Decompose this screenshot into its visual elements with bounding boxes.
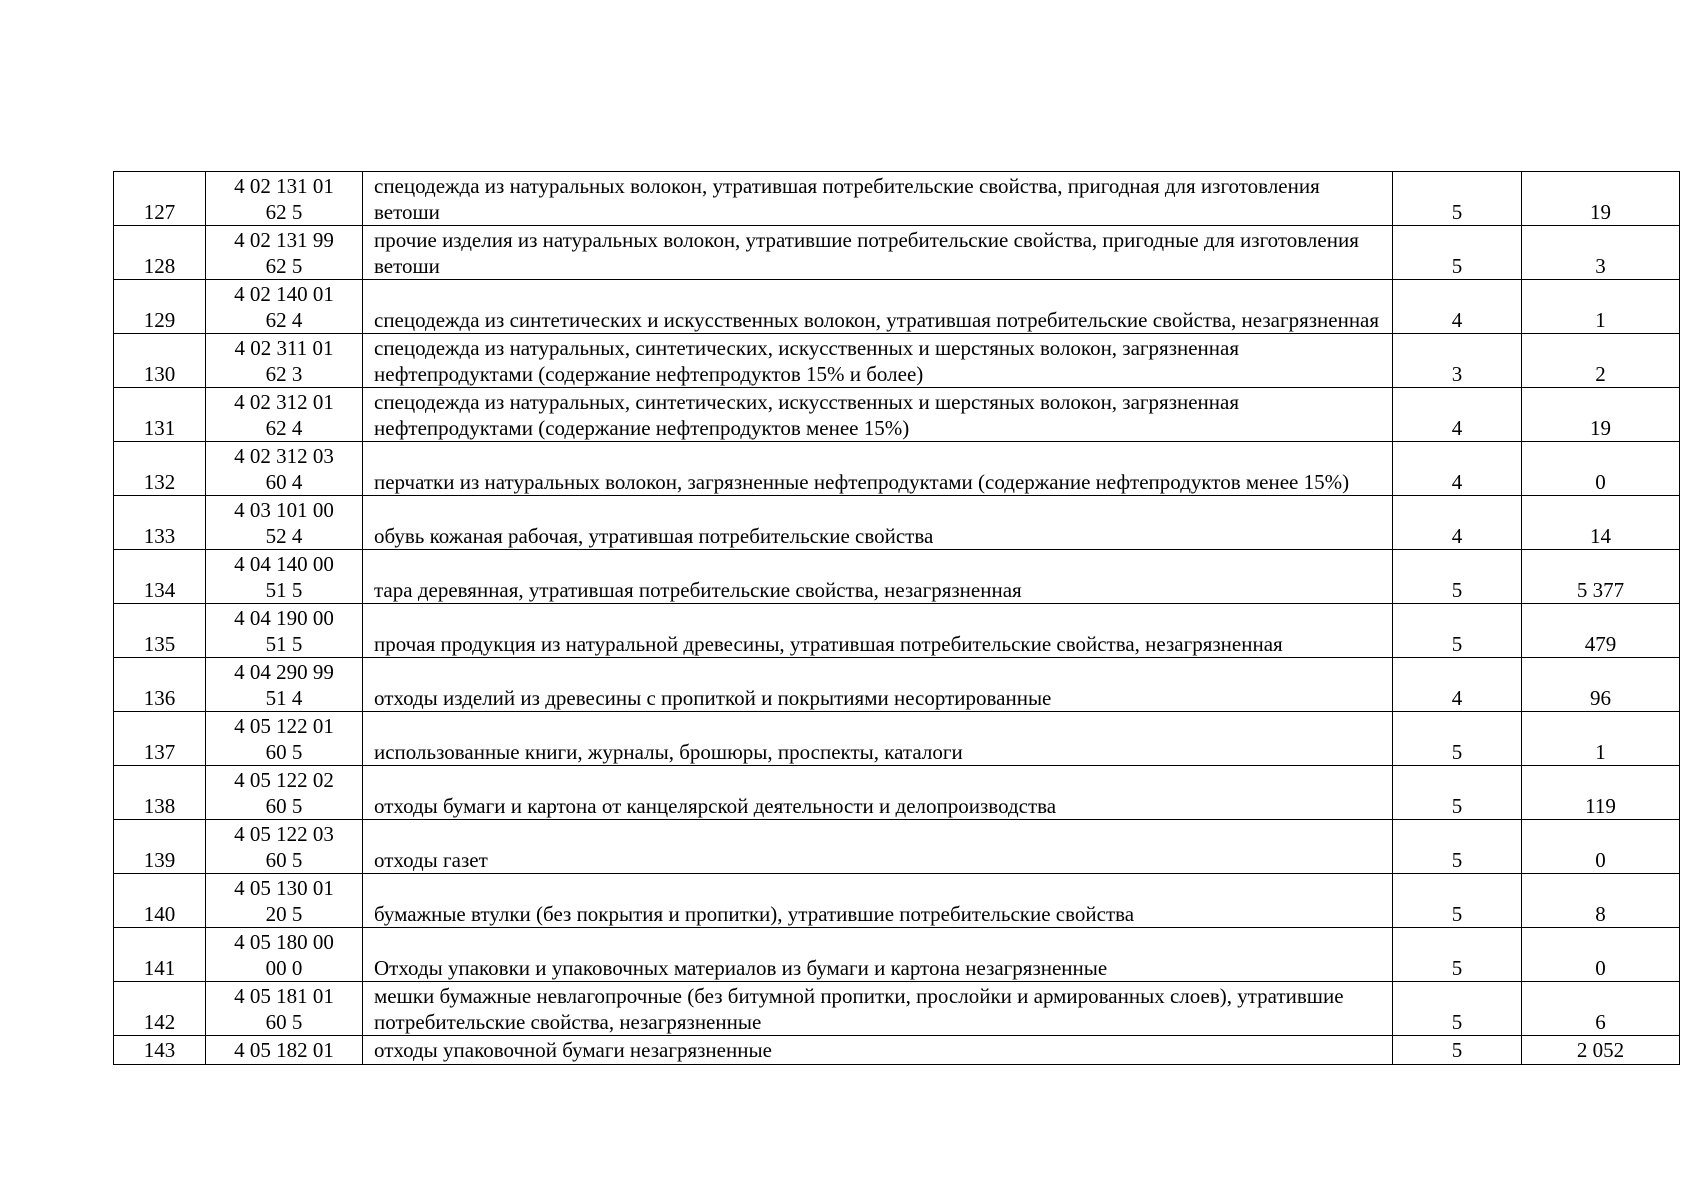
- waste-code: [206, 604, 363, 658]
- waste-quantity: 14: [1522, 496, 1680, 550]
- waste-code: [206, 1036, 363, 1065]
- waste-code: [206, 820, 363, 874]
- hazard-class: 4: [1393, 442, 1522, 496]
- row-number: 136: [114, 658, 206, 712]
- waste-name: отходы газет: [363, 820, 1393, 874]
- hazard-class: 4: [1393, 280, 1522, 334]
- waste-quantity: 0: [1522, 928, 1680, 982]
- hazard-class: 5: [1393, 982, 1522, 1036]
- waste-code-line-1: 4 03 101 00: [234, 498, 334, 522]
- waste-code: [206, 766, 363, 820]
- hazard-class: 4: [1393, 496, 1522, 550]
- waste-code-line-1: 4 02 312 01: [234, 390, 334, 414]
- waste-quantity: 1: [1522, 712, 1680, 766]
- row-number: 140: [114, 874, 206, 928]
- table-row: [114, 874, 1680, 928]
- table-row: [114, 982, 1680, 1036]
- waste-quantity: 96: [1522, 658, 1680, 712]
- table-row: [114, 658, 1680, 712]
- table-row: [114, 334, 1680, 388]
- table-row: [114, 928, 1680, 982]
- waste-code-line-1: 4 02 140 01: [234, 282, 334, 306]
- table-body: [114, 172, 1680, 1065]
- waste-code-line-1: 4 04 190 00: [234, 606, 334, 630]
- waste-quantity: 6: [1522, 982, 1680, 1036]
- waste-code: [206, 712, 363, 766]
- hazard-class: 4: [1393, 658, 1522, 712]
- waste-code: [206, 172, 363, 226]
- row-number: 129: [114, 280, 206, 334]
- waste-quantity: 119: [1522, 766, 1680, 820]
- waste-code-line-2: 60 5: [265, 740, 303, 764]
- hazard-class: 4: [1393, 388, 1522, 442]
- waste-code-line-2: 60 5: [265, 794, 303, 818]
- waste-name: спецодежда из натуральных волокон, утратившая потребительские свойства, пригодная для изготовления ветоши: [363, 172, 1393, 226]
- waste-code-line-1: 4 05 130 01: [234, 876, 334, 900]
- waste-name: бумажные втулки (без покрытия и пропитки), утратившие потребительские свойства: [363, 874, 1393, 928]
- waste-code-line-1: 4 05 182 01: [234, 1038, 334, 1062]
- table-row: [114, 712, 1680, 766]
- waste-code: [206, 226, 363, 280]
- waste-code-line-1: 4 02 311 01: [234, 336, 334, 360]
- waste-code: [206, 442, 363, 496]
- row-number: 128: [114, 226, 206, 280]
- hazard-class: 5: [1393, 766, 1522, 820]
- waste-code-line-2: 62 5: [265, 200, 303, 224]
- waste-code-line-1: 4 05 122 03: [234, 822, 334, 846]
- row-number: 132: [114, 442, 206, 496]
- waste-name: спецодежда из натуральных, синтетических, искусственных и шерстяных волокон, загрязненная нефтепродуктами (содержание нефтепродуктов 15% и более): [363, 334, 1393, 388]
- waste-quantity: 0: [1522, 820, 1680, 874]
- waste-code-line-2: 62 3: [265, 362, 303, 386]
- hazard-class: 5: [1393, 928, 1522, 982]
- waste-code: [206, 874, 363, 928]
- waste-name: обувь кожаная рабочая, утратившая потребительские свойства: [363, 496, 1393, 550]
- table-row: [114, 766, 1680, 820]
- waste-code: [206, 334, 363, 388]
- row-number: 131: [114, 388, 206, 442]
- table-row: [114, 550, 1680, 604]
- row-number: 141: [114, 928, 206, 982]
- row-number: 130: [114, 334, 206, 388]
- hazard-class: 5: [1393, 550, 1522, 604]
- hazard-class: 5: [1393, 172, 1522, 226]
- hazard-class: 5: [1393, 874, 1522, 928]
- waste-code: [206, 982, 363, 1036]
- row-number: 139: [114, 820, 206, 874]
- waste-quantity: 19: [1522, 172, 1680, 226]
- waste-code-line-1: 4 04 290 99: [234, 660, 334, 684]
- table-row: [114, 172, 1680, 226]
- waste-code-line-2: 00 0: [265, 956, 303, 980]
- waste-code-line-1: 4 02 131 99: [234, 228, 334, 252]
- waste-code-line-2: 60 5: [265, 848, 303, 872]
- waste-code: [206, 550, 363, 604]
- waste-name: Отходы упаковки и упаковочных материалов из бумаги и картона незагрязненные: [363, 928, 1393, 982]
- hazard-class: 5: [1393, 1036, 1522, 1065]
- waste-code-line-1: 4 05 122 02: [234, 768, 334, 792]
- hazard-class: 5: [1393, 712, 1522, 766]
- table-row: [114, 604, 1680, 658]
- waste-code: [206, 496, 363, 550]
- waste-name: спецодежда из синтетических и искусственных волокон, утратившая потребительские свойства, незагрязненная: [363, 280, 1393, 334]
- row-number: 135: [114, 604, 206, 658]
- table-row: [114, 226, 1680, 280]
- waste-code: [206, 928, 363, 982]
- waste-name: отходы бумаги и картона от канцелярской деятельности и делопроизводства: [363, 766, 1393, 820]
- waste-quantity: 8: [1522, 874, 1680, 928]
- waste-quantity: 2 052: [1522, 1036, 1680, 1065]
- waste-code-line-2: 60 4: [265, 470, 303, 494]
- table-row: [114, 388, 1680, 442]
- row-number: 138: [114, 766, 206, 820]
- row-number: 142: [114, 982, 206, 1036]
- waste-name: прочие изделия из натуральных волокон, утратившие потребительские свойства, пригодные для изготовления ветоши: [363, 226, 1393, 280]
- waste-name: отходы упаковочной бумаги незагрязненные: [363, 1036, 1393, 1065]
- table-row: [114, 280, 1680, 334]
- table-row: [114, 1036, 1680, 1065]
- waste-quantity: 1: [1522, 280, 1680, 334]
- waste-table: [113, 171, 1680, 1065]
- waste-code-line-1: 4 05 122 01: [234, 714, 334, 738]
- waste-code-line-2: 62 4: [265, 416, 303, 440]
- waste-quantity: 2: [1522, 334, 1680, 388]
- row-number: 134: [114, 550, 206, 604]
- waste-code-line-2: 20 5: [265, 902, 303, 926]
- waste-name: перчатки из натуральных волокон, загрязненные нефтепродуктами (содержание нефтепродуктов менее 15%): [363, 442, 1393, 496]
- waste-quantity: 479: [1522, 604, 1680, 658]
- waste-quantity: 19: [1522, 388, 1680, 442]
- hazard-class: 5: [1393, 820, 1522, 874]
- waste-code-line-2: 52 4: [265, 524, 303, 548]
- waste-quantity: 3: [1522, 226, 1680, 280]
- waste-name: спецодежда из натуральных, синтетических, искусственных и шерстяных волокон, загрязненная нефтепродуктами (содержание нефтепродуктов менее 15%): [363, 388, 1393, 442]
- hazard-class: 5: [1393, 226, 1522, 280]
- waste-name: тара деревянная, утратившая потребительские свойства, незагрязненная: [363, 550, 1393, 604]
- waste-code: [206, 280, 363, 334]
- row-number: 137: [114, 712, 206, 766]
- table-row: [114, 820, 1680, 874]
- waste-code: [206, 658, 363, 712]
- waste-code-line-1: 4 04 140 00: [234, 552, 334, 576]
- hazard-class: 5: [1393, 604, 1522, 658]
- waste-code: [206, 388, 363, 442]
- waste-code-line-1: 4 02 131 01: [234, 174, 334, 198]
- waste-name: отходы изделий из древесины с пропиткой и покрытиями несортированные: [363, 658, 1393, 712]
- table-row: [114, 496, 1680, 550]
- waste-code-line-1: 4 02 312 03: [234, 444, 334, 468]
- waste-code-line-2: 62 4: [265, 308, 303, 332]
- waste-code-line-2: 62 5: [265, 254, 303, 278]
- table-row: [114, 442, 1680, 496]
- waste-name: мешки бумажные невлагопрочные (без битумной пропитки, прослойки и армированных слоев), утратившие потребительские свойства, незагрязненные: [363, 982, 1393, 1036]
- waste-code-line-2: 51 5: [265, 632, 303, 656]
- row-number: 133: [114, 496, 206, 550]
- row-number: 143: [114, 1036, 206, 1065]
- waste-quantity: 0: [1522, 442, 1680, 496]
- row-number: 127: [114, 172, 206, 226]
- waste-code-line-1: 4 05 180 00: [234, 930, 334, 954]
- waste-code-line-1: 4 05 181 01: [234, 984, 334, 1008]
- hazard-class: 3: [1393, 334, 1522, 388]
- waste-name: использованные книги, журналы, брошюры, проспекты, каталоги: [363, 712, 1393, 766]
- waste-code-line-2: 51 5: [265, 578, 303, 602]
- waste-quantity: 5 377: [1522, 550, 1680, 604]
- waste-code-line-2: 51 4: [265, 686, 303, 710]
- waste-code-line-2: 60 5: [265, 1010, 303, 1034]
- waste-name: прочая продукция из натуральной древесины, утратившая потребительские свойства, незагрязненная: [363, 604, 1393, 658]
